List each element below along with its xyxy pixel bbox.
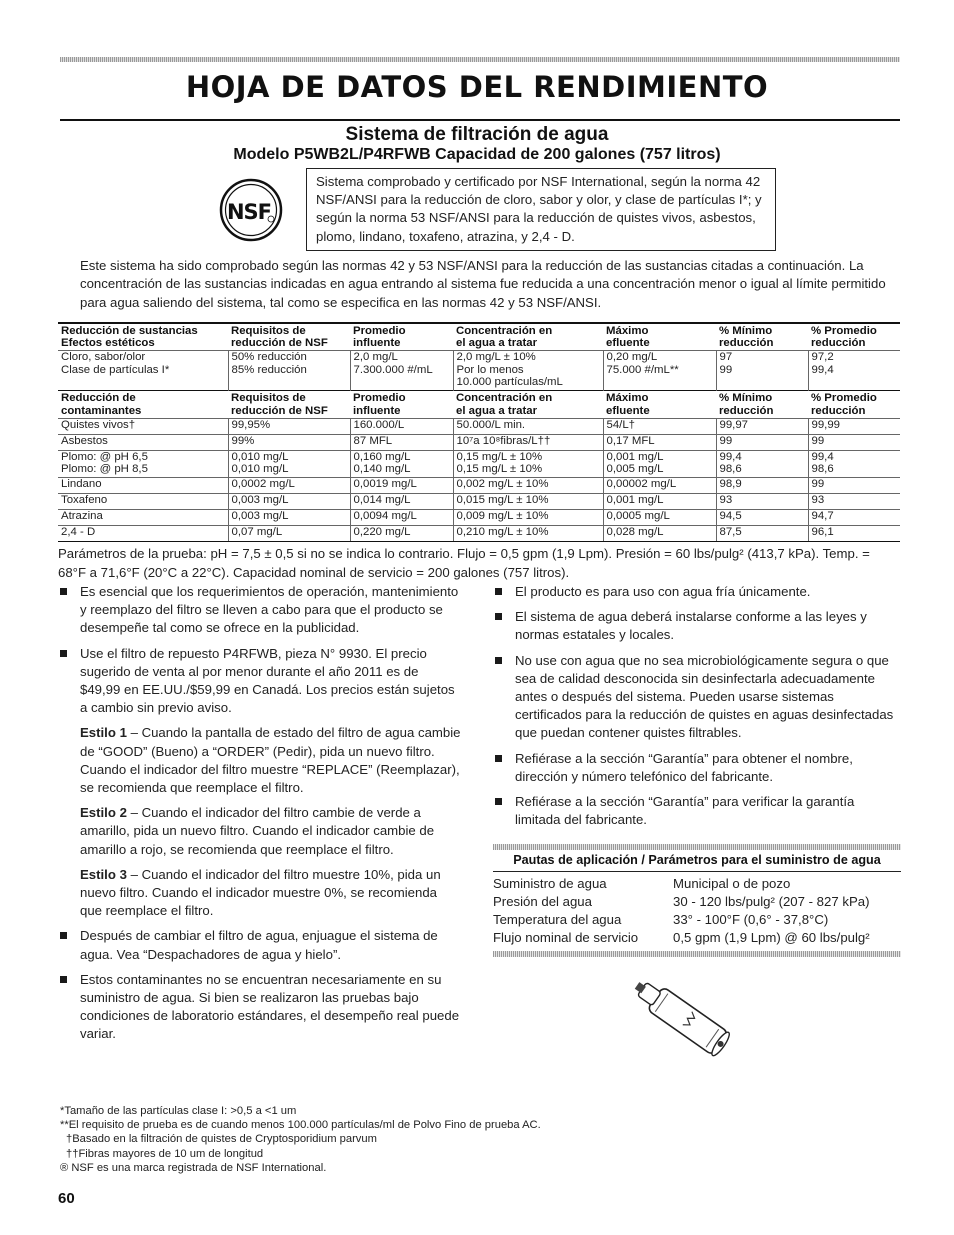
bullet-item: Refiérase a la sección “Garantía” para obtener el nombre, dirección y número telefónico del fabricante.: [493, 750, 901, 786]
table-cell: 0,0005 mg/L: [603, 509, 716, 525]
style-2-label: Estilo 2: [80, 805, 127, 821]
table-cell: 93: [808, 493, 900, 509]
table-cell: 0,0002 mg/L: [228, 477, 350, 493]
right-column: [493, 583, 901, 836]
table-cell: 99,4 98,6: [716, 450, 808, 477]
table-cell: 0,20 mg/L 75.000 #/mL**: [603, 351, 716, 391]
table-header-row: [58, 391, 900, 418]
bullet-item: Es esencial que los requerimientos de operación, mantenimiento y reemplazo del filtro se lleven a cabo para que el producto se desempeñe tal como se ofrece en la publicidad.: [58, 583, 462, 638]
table-cell: 0,002 mg/L ± 10%: [453, 477, 603, 493]
table-cell: Asbestos: [58, 434, 228, 450]
footnote: *Tamaño de las partículas clase I: >0,5 a <1 um: [60, 1105, 297, 1117]
table-cell: 94,5: [716, 509, 808, 525]
table-cell: 96,1: [808, 525, 900, 541]
table-cell: 0,00002 mg/L: [603, 477, 716, 493]
bullet-item: Después de cambiar el filtro de agua, enjuague el sistema de agua. Vea “Despachadores de agua y hielo”.: [58, 927, 462, 963]
table-cell: 0,015 mg/L ± 10%: [453, 493, 603, 509]
table-cell: 0,009 mg/L ± 10%: [453, 509, 603, 525]
table-cell: 0,220 mg/L: [350, 525, 453, 541]
guidelines-rows: [493, 871, 901, 951]
table-cell: 50% reducción 85% reducción: [228, 351, 350, 391]
table-row: [58, 434, 900, 450]
table-cell: 50.000/L min.: [453, 418, 603, 434]
footnote: †Basado en la filtración de quistes de Cryptosporidium parvum: [66, 1133, 377, 1146]
column-header: Promedio influente: [350, 323, 453, 351]
bullet-item: El producto es para uso con agua fría únicamente.: [493, 583, 901, 601]
column-header: % Mínimo reducción: [716, 391, 808, 418]
style-2-text: – Cuando el indicador del filtro cambie de verde a amarillo, pida un nuevo filtro. Cuando el indicador cambie de amarillo a rojo, se recomienda que reemplace el filtro.: [80, 805, 435, 857]
table-cell: 97 99: [716, 351, 808, 391]
column-header: Requisitos de reducción de NSF: [228, 391, 350, 418]
guideline-label: Flujo nominal de servicio: [493, 930, 639, 945]
table-row: [58, 477, 900, 493]
style-1-paragraph: [58, 724, 462, 797]
intro-paragraph: Este sistema ha sido comprobado según las normas 42 y 53 NSF/ANSI para la reducción de las sustancias citadas a continuación. La concentración de las sustancias indicadas en agua entrando al sistema fue reducida a una concentración menor o igual al límite permitido para agua saliendo del sistema, tal como se especifica en las normas 42 y 53 NSF/ANSI.: [80, 258, 886, 310]
guideline-row: [493, 893, 901, 911]
table-cell: 99: [808, 434, 900, 450]
model-line: Modelo P5WB2L/P4RFWB Capacidad de 200 galones (757 litros): [233, 146, 721, 163]
column-header: Máximo efluente: [603, 391, 716, 418]
guideline-label: Suministro de agua: [493, 876, 607, 891]
top-hatched-rule: [60, 57, 900, 62]
hatched-rule: [493, 951, 901, 957]
page-number: 60: [58, 1190, 75, 1207]
column-header: % Promedio reducción: [808, 323, 900, 351]
table-cell: 0,07 mg/L: [228, 525, 350, 541]
table-cell: 0,17 MFL: [603, 434, 716, 450]
table-row: [58, 509, 900, 525]
table-cell: 0,028 mg/L: [603, 525, 716, 541]
style-1-label: Estilo 1: [80, 725, 127, 741]
style-3-text: – Cuando el indicador del filtro muestre 10%, pida un nuevo filtro. Cuando el indicador muestre 0%, se recomienda que reemplace el filtro.: [80, 866, 441, 919]
bullet-item: El sistema de agua deberá instalarse conforme a las leyes y normas estatales y locales.: [493, 608, 901, 644]
guideline-row: [493, 911, 901, 929]
column-header: Concentración en el agua a tratar: [453, 391, 603, 418]
table-cell: 160.000/L: [350, 418, 453, 434]
table-cell: 0,160 mg/L 0,140 mg/L: [350, 450, 453, 477]
bullet-item: No use con agua que no sea microbiológicamente segura o que sea de calidad desconocida sin desinfectarla adecuadamente antes o después del sistema. Pueden usarse sistemas certificados para la reducción de quistes en aguas desinfectadas que puedan contener quistes filtrables.: [493, 652, 901, 743]
page-title: HOJA DE DATOS DEL RENDIMIENTO: [185, 70, 769, 104]
section-subtitle: Sistema de filtración de agua: [345, 124, 609, 145]
guidelines-table: [493, 844, 901, 957]
bullet-item: Refiérase a la sección “Garantía” para verificar la garantía limitada del fabricante.: [493, 793, 901, 829]
footnotes: [60, 1104, 760, 1175]
column-header: Máximo efluente: [603, 323, 716, 351]
table-cell: 99: [808, 477, 900, 493]
footnote: **El requisito de prueba es de cuando menos 100.000 partículas/ml de Polvo Fino de prueba AC.: [60, 1119, 541, 1132]
table-cell: 99%: [228, 434, 350, 450]
guideline-row: [493, 875, 901, 893]
table-cell: Plomo: @ pH 6,5 Plomo: @ pH 8,5: [58, 450, 228, 477]
table-cell: 0,003 mg/L: [228, 493, 350, 509]
table-row: [58, 493, 900, 509]
guideline-label: Presión del agua: [493, 894, 592, 909]
guidelines-title: Pautas de aplicación / Parámetros para el suministro de agua: [513, 853, 881, 867]
table-cell: Toxafeno: [58, 493, 228, 509]
table-cell: 2,0 mg/L 7.300.000 #/mL: [350, 351, 453, 391]
table-cell: 0,210 mg/L ± 10%: [453, 525, 603, 541]
table-cell: 99,4 98,6: [808, 450, 900, 477]
table-cell: 99: [716, 434, 808, 450]
left-column: [58, 583, 462, 1051]
title-rule: [60, 119, 900, 121]
column-header: Concentración en el agua a tratar: [453, 323, 603, 351]
footnote: ® NSF es una marca registrada de NSF International.: [60, 1161, 327, 1174]
table-header-row: [58, 323, 900, 351]
table-cell: 93: [716, 493, 808, 509]
column-header: Reducción de contaminantes: [58, 391, 228, 418]
table-cell: 0,001 mg/L: [603, 493, 716, 509]
table-cell: 87 MFL: [350, 434, 453, 450]
guideline-value: 30 - 120 lbs/pulg² (207 - 827 kPa): [673, 894, 870, 909]
style-2-paragraph: [58, 804, 462, 859]
table-cell: 0,0019 mg/L: [350, 477, 453, 493]
guideline-value: Municipal o de pozo: [673, 876, 791, 891]
certification-box: Sistema comprobado y certificado por NSF International, según la norma 42 NSF/ANSI para la reducción de cloro, sabor y olor, y clase de partículas I*; y según la norma 53 NSF/ANSI para la reducción de quistes vivos, asbestos, plomo, lindano, toxafeno, atrazina, y 2,4 - D.: [306, 168, 776, 251]
table-cell: 0,0094 mg/L: [350, 509, 453, 525]
guideline-value: 0,5 gpm (1,9 Lpm) @ 60 lbs/pulg²: [673, 930, 870, 945]
performance-table: [58, 322, 900, 542]
table-cell: 99,97: [716, 418, 808, 434]
column-header: % Mínimo reducción: [716, 323, 808, 351]
style-3-paragraph: [58, 866, 462, 921]
guideline-value: 33° - 100°F (0,6° - 37,8°C): [673, 912, 829, 927]
table-cell: 99,95%: [228, 418, 350, 434]
nsf-logo-text: NSF: [226, 200, 272, 224]
table-cell: 0,014 mg/L: [350, 493, 453, 509]
table-row: [58, 351, 900, 391]
table-cell: 2,4 - D: [58, 525, 228, 541]
water-filter-cartridge-icon: [623, 978, 753, 1074]
table-cell: 97,2 99,4: [808, 351, 900, 391]
guideline-label: Temperatura del agua: [493, 912, 622, 927]
bullet-item: Estos contaminantes no se encuentran necesariamente en su suministro de agua. Si bien se realizaron las pruebas bajo condiciones de laboratorio estándares, el desempeño real puede variar.: [58, 971, 462, 1044]
table-cell: 10⁷a 10⁸fibras/L††: [453, 434, 603, 450]
column-header: Reducción de sustancias Efectos estéticos: [58, 323, 228, 351]
column-header: % Promedio reducción: [808, 391, 900, 418]
table-cell: Quistes vivos†: [58, 418, 228, 434]
table-row: [58, 525, 900, 541]
table-cell: Lindano: [58, 477, 228, 493]
table-row: [58, 418, 900, 434]
table-row: [58, 450, 900, 477]
table-cell: 0,003 mg/L: [228, 509, 350, 525]
table-cell: Cloro, sabor/olor Clase de partículas I*: [58, 351, 228, 391]
table-cell: 98,9: [716, 477, 808, 493]
table-cell: 0,001 mg/L 0,005 mg/L: [603, 450, 716, 477]
bullet-item: Use el filtro de repuesto P4RFWB, pieza N° 9930. El precio sugerido de venta al por menor durante el año 2011 es de $49,99 en EE.UU./$59,99 en Canadá. Los precios están sujetos a cambio sin previo aviso.: [58, 645, 462, 718]
table-cell: 54/L†: [603, 418, 716, 434]
column-header: Requisitos de reducción de NSF: [228, 323, 350, 351]
column-header: Promedio influente: [350, 391, 453, 418]
table-cell: Atrazina: [58, 509, 228, 525]
table-cell: 2,0 mg/L ± 10% Por lo menos 10.000 partículas/mL: [453, 351, 603, 391]
table-cell: 99,99: [808, 418, 900, 434]
style-3-label: Estilo 3: [80, 866, 127, 882]
footnote: ††Fibras mayores de 10 um de longitud: [66, 1147, 264, 1160]
table-cell: 0,010 mg/L 0,010 mg/L: [228, 450, 350, 477]
style-1-text: – Cuando la pantalla de estado del filtro de agua cambie de “GOOD” (Bueno) a “ORDER” (Pedir), pida un nuevo filtro. Cuando el indicador del filtro muestre “REPLACE” (Reemplazar), se recomienda que reemplace el filtro.: [80, 725, 461, 796]
nsf-logo-icon: [219, 178, 283, 242]
table-cell: 94,7: [808, 509, 900, 525]
guideline-row: [493, 929, 901, 947]
table-cell: 0,15 mg/L ± 10% 0,15 mg/L ± 10%: [453, 450, 603, 477]
test-parameters: Parámetros de la prueba: pH = 7,5 ± 0,5 si no se indica lo contrario. Flujo = 0,5 gpm (1,9 Lpm). Presión = 60 lbs/pulg² (413,7 kPa). Temp. = 68°F a 71,6°F (20°C a 22°C). Capacidad nominal de servicio = 200 galones (757 litros).: [58, 546, 870, 580]
table-cell: 87,5: [716, 525, 808, 541]
